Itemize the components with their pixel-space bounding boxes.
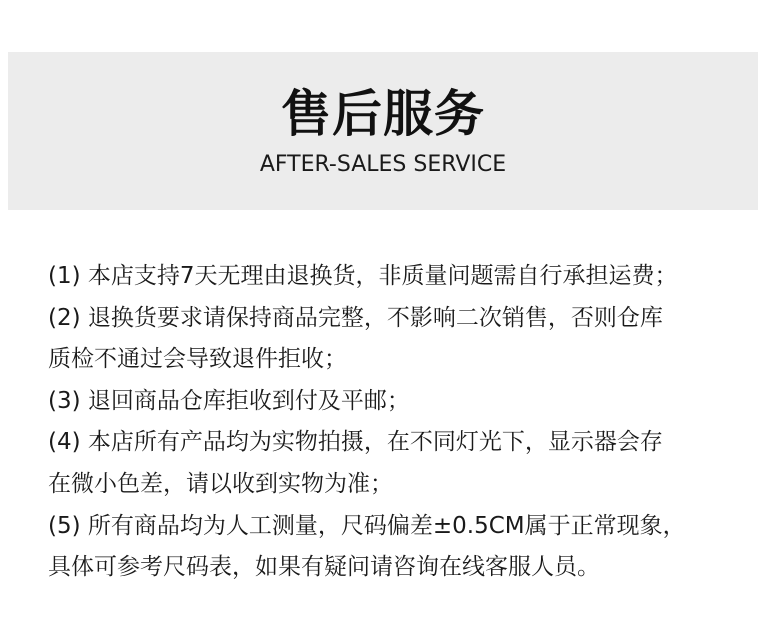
term-line: 具体可参考尺码表，如果有疑问请咨询在线客服人员。 [48, 554, 600, 581]
page-subtitle: AFTER-SALES SERVICE [259, 152, 507, 177]
term-item-1 [48, 256, 738, 298]
after-sales-terms-list [48, 256, 738, 589]
term-item-3 [48, 381, 738, 423]
term-line: (5) 所有商品均为人工测量，尺码偏差±0.5CM属于正常现象， [48, 512, 686, 539]
page-title: 售后服务 [281, 85, 485, 143]
term-line: (2) 退换货要求请保持商品完整，不影响二次销售，否则仓库 [48, 304, 663, 331]
term-item-2 [48, 298, 738, 381]
term-line: (3) 退回商品仓库拒收到付及平邮； [48, 387, 410, 414]
term-item-4 [48, 422, 738, 505]
term-item-5 [48, 506, 738, 589]
term-line: (1) 本店支持7天无理由退换货，非质量问题需自行承担运费； [48, 263, 678, 289]
term-line: 质检不通过会导致退件拒收； [48, 346, 347, 373]
term-line: (4) 本店所有产品均为实物拍摄，在不同灯光下，显示器会存 [48, 429, 663, 456]
term-line: 在微小色差，请以收到实物为准； [48, 470, 393, 497]
